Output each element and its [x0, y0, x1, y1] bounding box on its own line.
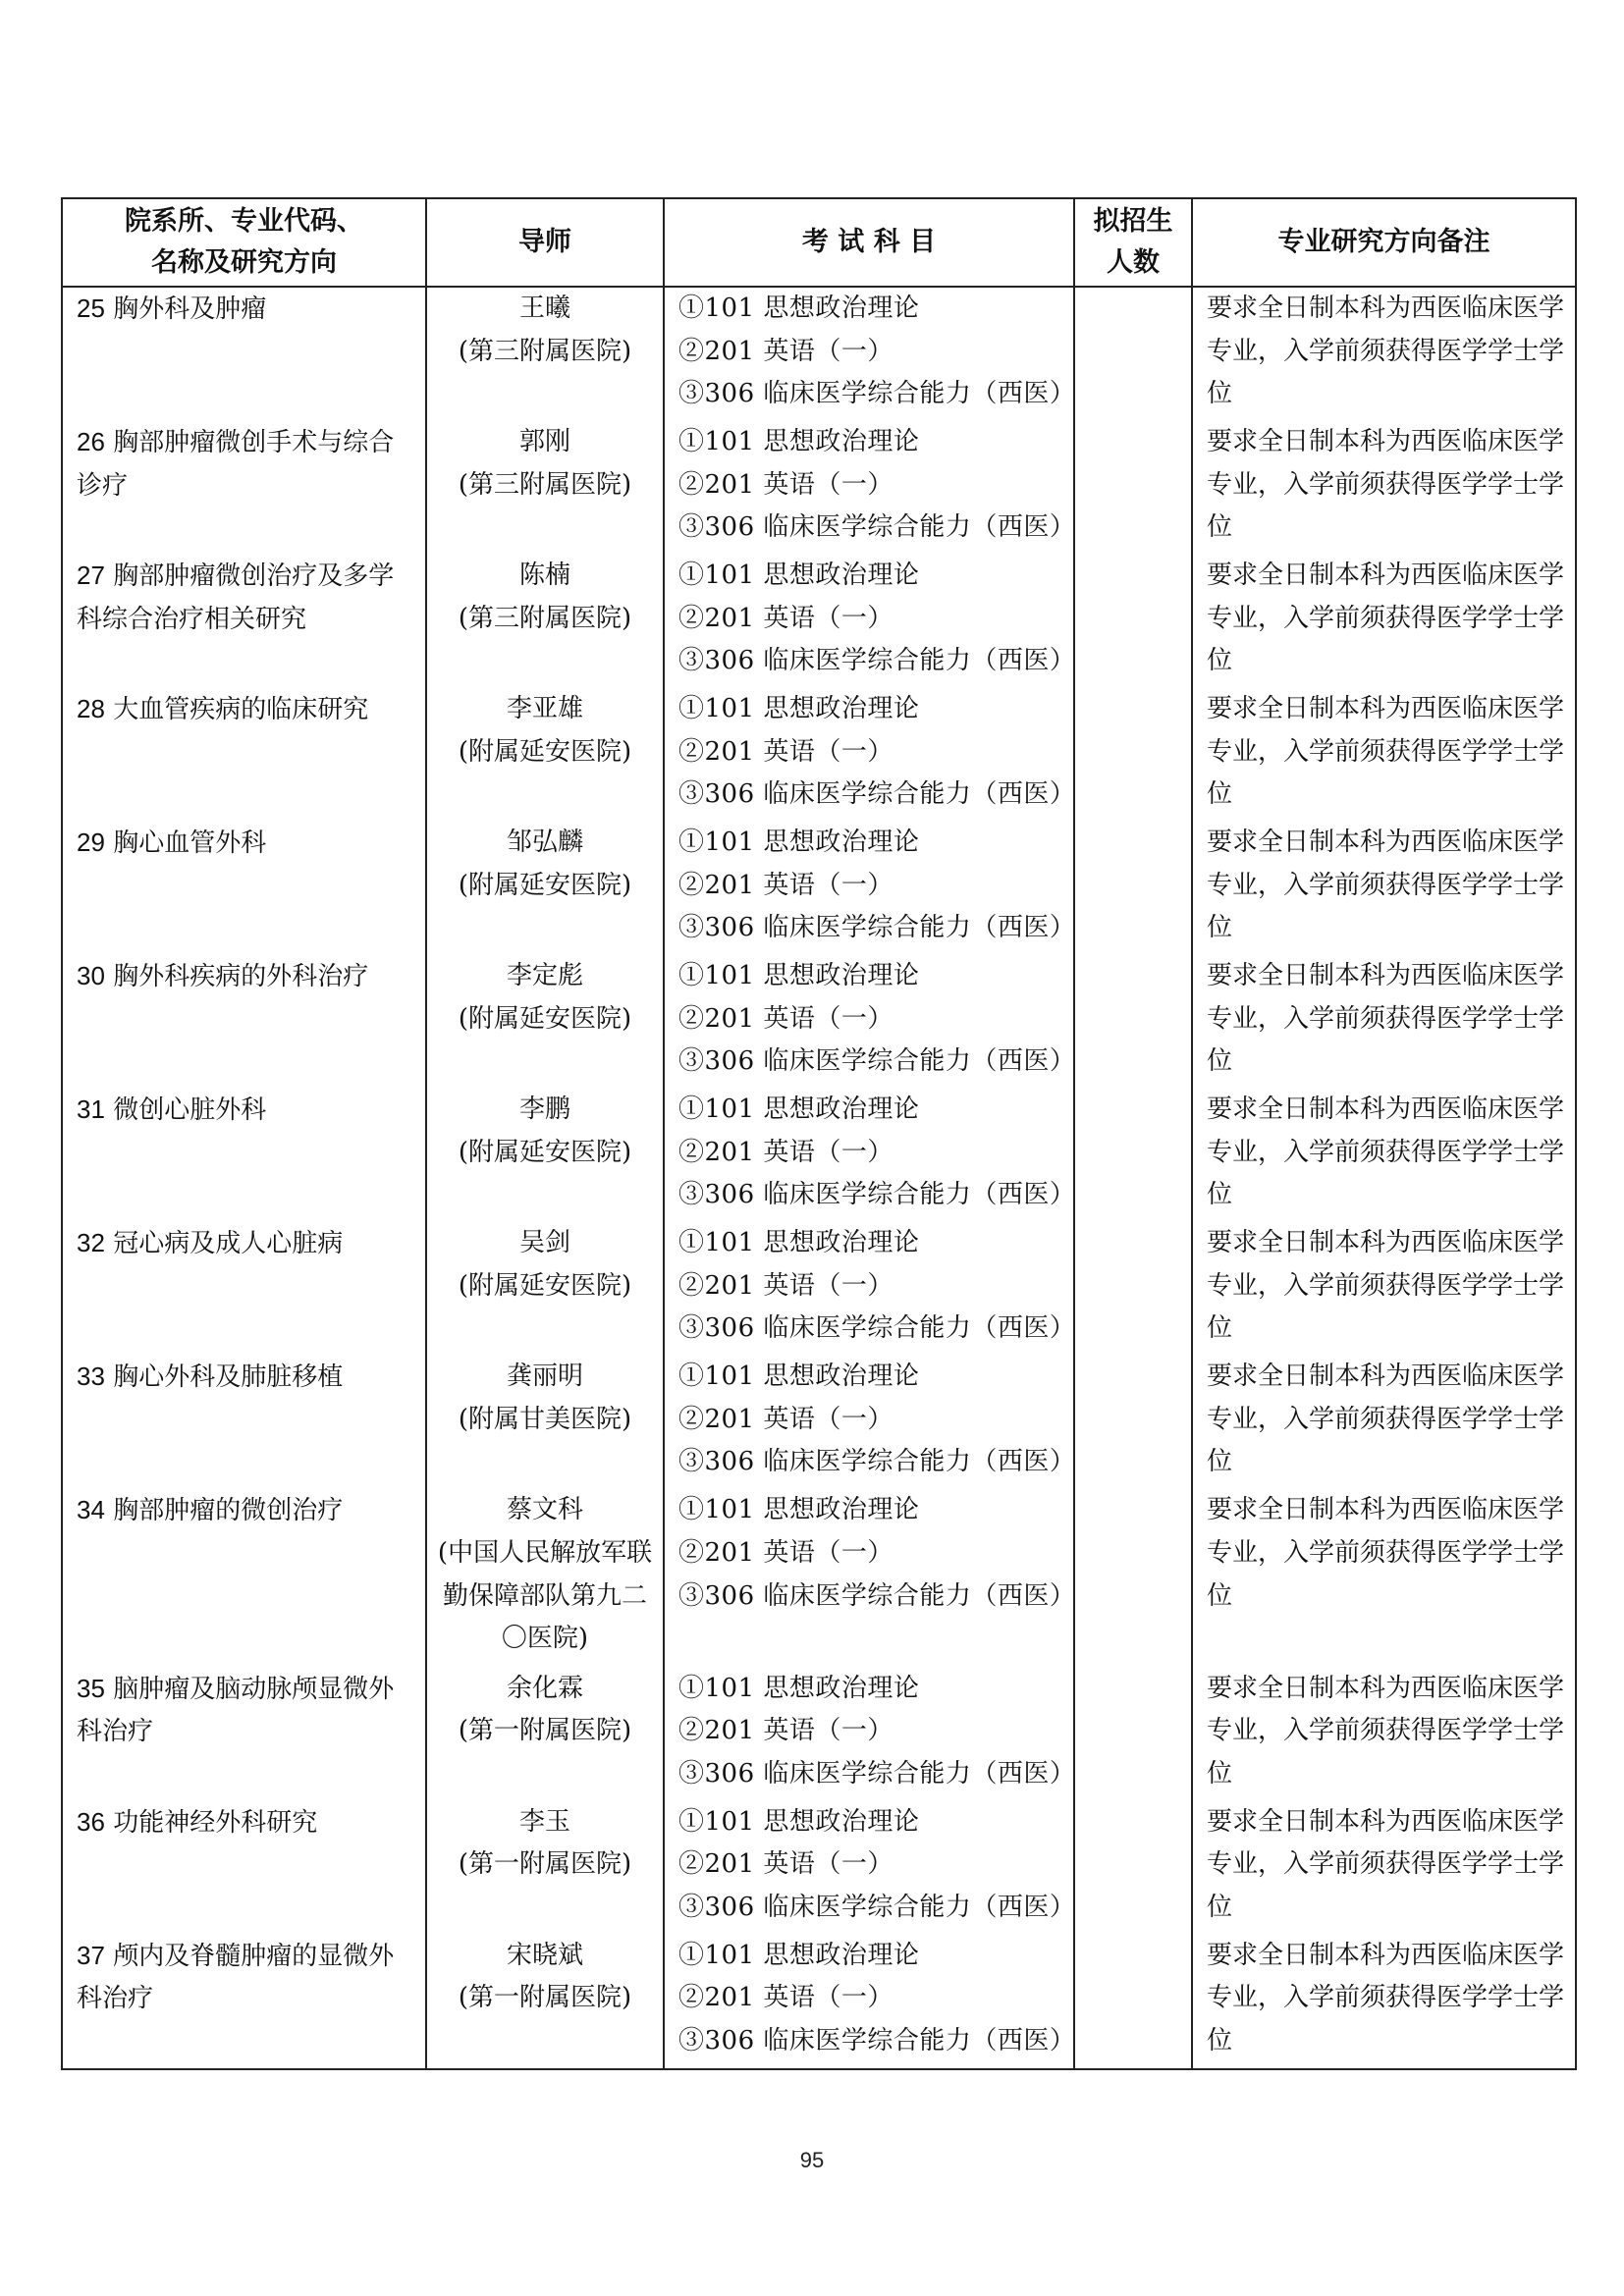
exams-cell — [664, 1089, 1074, 1222]
table-row — [62, 287, 1576, 421]
tutor-hospital: (附属延安医院) — [458, 736, 632, 767]
major-cell — [62, 1356, 426, 1489]
filler-cell — [664, 2068, 1074, 2069]
exams-cell — [664, 421, 1074, 555]
quota-cell — [1074, 1935, 1192, 2068]
exam-subject: ①101 思想政治理论 — [678, 561, 920, 591]
quota-cell — [1074, 688, 1192, 822]
exam-subject: ②201 英语（一） — [678, 1003, 893, 1034]
major-name: 胸外科疾病的外科治疗 — [113, 962, 369, 992]
major-name: 功能神经外科研究 — [113, 1807, 318, 1838]
quota-cell — [1074, 1489, 1192, 1667]
table-row — [62, 1222, 1576, 1356]
exam-subject: ①101 思想政治理论 — [678, 1806, 920, 1837]
table-row — [62, 1489, 1576, 1667]
table-row — [62, 421, 1576, 555]
exam-subject: ①101 思想政治理论 — [678, 294, 920, 323]
table-row — [62, 1668, 1576, 1801]
table-row — [62, 1356, 1576, 1489]
exams-cell — [664, 1489, 1074, 1667]
tutor-hospital: (附属延安医院) — [458, 1270, 632, 1301]
major-name: 冠心病及成人心脏病 — [113, 1229, 344, 1259]
quota-cell — [1074, 555, 1192, 688]
major-number: 30 — [77, 961, 105, 991]
exams-cell — [664, 688, 1074, 822]
exam-subject: ②201 英语（一） — [678, 1137, 893, 1167]
exam-subject: ①101 思想政治理论 — [678, 694, 920, 724]
tutor-cell — [426, 287, 664, 421]
filler-cell — [62, 2068, 426, 2069]
tutor-hospital: (附属甘美医院) — [458, 1404, 632, 1434]
quota-cell — [1074, 1668, 1192, 1801]
exam-subject: ①101 思想政治理论 — [678, 1940, 920, 1970]
tutor-name: 宋晓斌 — [506, 1940, 583, 1970]
exam-subject: ①101 思想政治理论 — [678, 1095, 920, 1125]
filler-row — [62, 2068, 1576, 2069]
tutor-hospital: (第三附属医院) — [458, 336, 632, 366]
exams-cell — [664, 1801, 1074, 1935]
exam-subject: ②201 英语（一） — [678, 469, 893, 500]
quota-cell — [1074, 1222, 1192, 1356]
table-row — [62, 1801, 1576, 1935]
header-major: 院系所、专业代码、名称及研究方向 — [62, 198, 426, 287]
exam-subject: ③306 临床医学综合能力（西医） — [678, 2025, 1076, 2056]
exam-subject: ③306 临床医学综合能力（西医） — [678, 779, 1076, 810]
exams-cell — [664, 955, 1074, 1089]
tutor-cell — [426, 1089, 664, 1222]
header-row — [62, 198, 1576, 287]
major-cell — [62, 421, 426, 555]
note-cell: 要求全日制本科为西医临床医学专业，入学前须获得医学学士学位 — [1192, 1356, 1576, 1489]
note-cell: 要求全日制本科为西医临床医学专业，入学前须获得医学学士学位 — [1192, 555, 1576, 688]
note-cell: 要求全日制本科为西医临床医学专业，入学前须获得医学学士学位 — [1192, 1222, 1576, 1356]
tutor-hospital: (第三附属医院) — [458, 469, 632, 500]
exam-subject: ③306 临床医学综合能力（西医） — [678, 1580, 1076, 1611]
exam-subject: ③306 临床医学综合能力（西医） — [678, 379, 1076, 409]
major-name: 大血管疾病的临床研究 — [113, 695, 369, 725]
tutor-name: 郭刚 — [518, 427, 570, 457]
quota-cell — [1074, 421, 1192, 555]
note-cell: 要求全日制本科为西医临床医学专业，入学前须获得医学学士学位 — [1192, 287, 1576, 421]
tutor-cell — [426, 1935, 664, 2068]
exams-cell — [664, 822, 1074, 955]
major-cell — [62, 1222, 426, 1356]
table-row — [62, 1089, 1576, 1222]
exams-cell — [664, 1668, 1074, 1801]
admissions-table — [61, 197, 1577, 2070]
major-number: 37 — [77, 1940, 105, 1970]
tutor-name: 余化霖 — [506, 1673, 583, 1703]
note-cell: 要求全日制本科为西医临床医学专业，入学前须获得医学学士学位 — [1192, 1489, 1576, 1667]
major-cell — [62, 822, 426, 955]
exam-subject: ②201 英语（一） — [678, 1404, 893, 1434]
tutor-hospital: (中国人民解放军联勤保障部队第九二〇医院) — [437, 1537, 653, 1654]
header-tutor: 导师 — [426, 198, 664, 287]
exams-cell — [664, 1356, 1074, 1489]
header-note: 专业研究方向备注 — [1192, 198, 1576, 287]
major-number: 34 — [77, 1495, 105, 1525]
exam-subject: ①101 思想政治理论 — [678, 1362, 920, 1392]
table-row — [62, 555, 1576, 688]
header-exams: 考 试 科 目 — [664, 198, 1074, 287]
exams-cell — [664, 1222, 1074, 1356]
tutor-cell — [426, 822, 664, 955]
table-row — [62, 822, 1576, 955]
tutor-name: 蔡文科 — [506, 1495, 583, 1525]
header-quota: 拟招生人数 — [1074, 198, 1192, 287]
filler-cell — [1074, 2068, 1192, 2069]
exam-subject: ③306 临床医学综合能力（西医） — [678, 512, 1076, 543]
major-cell — [62, 287, 426, 421]
tutor-name: 李鹏 — [518, 1095, 570, 1125]
major-number: 29 — [77, 828, 105, 858]
quota-cell — [1074, 1089, 1192, 1222]
major-number: 26 — [77, 427, 105, 457]
major-cell — [62, 1668, 426, 1801]
quota-cell — [1074, 822, 1192, 955]
tutor-cell — [426, 688, 664, 822]
filler-cell — [1192, 2068, 1576, 2069]
note-cell: 要求全日制本科为西医临床医学专业，入学前须获得医学学士学位 — [1192, 688, 1576, 822]
exam-subject: ②201 英语（一） — [678, 870, 893, 900]
major-name: 胸心血管外科 — [113, 828, 267, 859]
major-name: 颅内及脊髓肿瘤的显微外科治疗 — [77, 1941, 395, 2014]
table-row — [62, 955, 1576, 1089]
tutor-cell — [426, 1222, 664, 1356]
major-name: 胸部肿瘤微创手术与综合诊疗 — [77, 428, 395, 501]
major-cell — [62, 1489, 426, 1667]
page-number: 95 — [799, 2148, 825, 2172]
tutor-name: 龚丽明 — [506, 1362, 583, 1392]
tutor-name: 王曦 — [518, 294, 570, 323]
tutor-cell — [426, 1801, 664, 1935]
exam-subject: ②201 英语（一） — [678, 1983, 893, 2013]
tutor-hospital: (第一附属医院) — [458, 1716, 632, 1746]
tutor-hospital: (附属延安医院) — [458, 870, 632, 900]
tutor-hospital: (附属延安医院) — [458, 1137, 632, 1167]
table-row — [62, 1935, 1576, 2068]
major-number: 25 — [77, 294, 105, 323]
exam-subject: ①101 思想政治理论 — [678, 961, 920, 991]
exams-cell — [664, 555, 1074, 688]
major-number: 33 — [77, 1362, 105, 1392]
filler-cell — [426, 2068, 664, 2069]
exam-subject: ①101 思想政治理论 — [678, 828, 920, 858]
major-name: 胸心外科及肺脏移植 — [113, 1362, 344, 1393]
major-number: 35 — [77, 1673, 105, 1703]
exam-subject: ①101 思想政治理论 — [678, 1673, 920, 1703]
exam-subject: ①101 思想政治理论 — [678, 427, 920, 457]
tutor-hospital: (第一附属医院) — [458, 1849, 632, 1880]
tutor-cell — [426, 421, 664, 555]
tutor-cell — [426, 555, 664, 688]
table-body — [62, 287, 1576, 2069]
major-number: 27 — [77, 561, 105, 591]
exam-subject: ②201 英语（一） — [678, 1716, 893, 1746]
major-name: 微创心脏外科 — [113, 1095, 267, 1126]
tutor-name: 陈楠 — [518, 561, 570, 591]
note-cell: 要求全日制本科为西医临床医学专业，入学前须获得医学学士学位 — [1192, 421, 1576, 555]
exams-cell — [664, 287, 1074, 421]
note-cell: 要求全日制本科为西医临床医学专业，入学前须获得医学学士学位 — [1192, 822, 1576, 955]
exam-subject: ②201 英语（一） — [678, 736, 893, 767]
major-name: 胸外科及肿瘤 — [113, 294, 267, 324]
note-cell: 要求全日制本科为西医临床医学专业，入学前须获得医学学士学位 — [1192, 1801, 1576, 1935]
tutor-name: 吴剑 — [518, 1228, 570, 1258]
exam-subject: ③306 临床医学综合能力（西医） — [678, 646, 1076, 676]
note-cell: 要求全日制本科为西医临床医学专业，入学前须获得医学学士学位 — [1192, 955, 1576, 1089]
tutor-hospital: (附属延安医院) — [458, 1003, 632, 1034]
tutor-cell — [426, 1668, 664, 1801]
major-cell — [62, 1935, 426, 2068]
tutor-hospital: (第三附属医院) — [458, 603, 632, 633]
tutor-cell — [426, 955, 664, 1089]
tutor-name: 李玉 — [518, 1806, 570, 1837]
tutor-name: 李定彪 — [506, 961, 583, 991]
exam-subject: ①101 思想政治理论 — [678, 1495, 920, 1525]
exam-subject: ②201 英语（一） — [678, 1849, 893, 1880]
major-cell — [62, 1801, 426, 1935]
note-cell: 要求全日制本科为西医临床医学专业，入学前须获得医学学士学位 — [1192, 1935, 1576, 2068]
quota-cell — [1074, 287, 1192, 421]
major-number: 31 — [77, 1095, 105, 1125]
tutor-hospital: (第一附属医院) — [458, 1983, 632, 2013]
note-cell: 要求全日制本科为西医临床医学专业，入学前须获得医学学士学位 — [1192, 1089, 1576, 1222]
major-name: 胸部肿瘤的微创治疗 — [113, 1496, 344, 1526]
major-name: 脑肿瘤及脑动脉颅显微外科治疗 — [77, 1674, 395, 1747]
major-cell — [62, 1089, 426, 1222]
exam-subject: ①101 思想政治理论 — [678, 1228, 920, 1258]
tutor-name: 邹弘麟 — [506, 828, 583, 858]
major-number: 32 — [77, 1228, 105, 1258]
quota-cell — [1074, 1801, 1192, 1935]
tutor-cell — [426, 1489, 664, 1667]
exam-subject: ③306 临床医学综合能力（西医） — [678, 1180, 1076, 1210]
exam-subject: ③306 临床医学综合能力（西医） — [678, 1447, 1076, 1477]
exam-subject: ③306 临床医学综合能力（西医） — [678, 1892, 1076, 1922]
major-name: 胸部肿瘤微创治疗及多学科综合治疗相关研究 — [77, 561, 395, 634]
major-cell — [62, 555, 426, 688]
major-number: 36 — [77, 1806, 105, 1837]
table-row — [62, 688, 1576, 822]
exam-subject: ②201 英语（一） — [678, 336, 893, 366]
exam-subject: ②201 英语（一） — [678, 1537, 893, 1568]
exams-cell — [664, 1935, 1074, 2068]
major-number: 28 — [77, 694, 105, 724]
exam-subject: ③306 临床医学综合能力（西医） — [678, 913, 1076, 943]
major-cell — [62, 688, 426, 822]
exam-subject: ②201 英语（一） — [678, 1270, 893, 1301]
quota-cell — [1074, 955, 1192, 1089]
tutor-name: 李亚雄 — [506, 694, 583, 724]
note-cell: 要求全日制本科为西医临床医学专业，入学前须获得医学学士学位 — [1192, 1668, 1576, 1801]
major-cell — [62, 955, 426, 1089]
exam-subject: ③306 临床医学综合能力（西医） — [678, 1758, 1076, 1789]
quota-cell — [1074, 1356, 1192, 1489]
exam-subject: ②201 英语（一） — [678, 603, 893, 633]
exam-subject: ③306 临床医学综合能力（西医） — [678, 1313, 1076, 1344]
exam-subject: ③306 临床医学综合能力（西医） — [678, 1046, 1076, 1077]
tutor-cell — [426, 1356, 664, 1489]
